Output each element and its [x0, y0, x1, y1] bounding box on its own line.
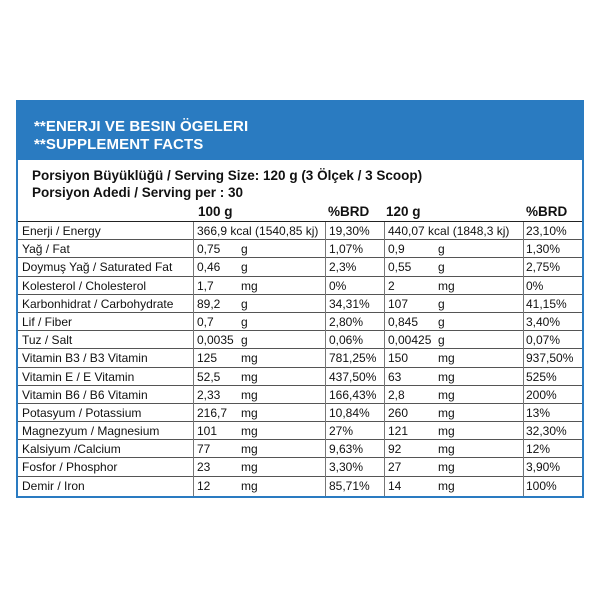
unit-100g: g: [241, 296, 248, 311]
brd-100g: 27%: [329, 424, 354, 439]
amount-120g: 121: [388, 424, 409, 439]
column-divider: [193, 222, 194, 496]
amount-120g: 440,07 kcal (1848,3 kj): [388, 224, 510, 238]
nutrient-name: Fosfor / Phosphor: [22, 460, 118, 475]
amount-100g: 2,33: [197, 387, 221, 402]
nutrient-name: Vitamin B6 / B6 Vitamin: [22, 387, 148, 402]
amount-100g: 0,7: [197, 314, 214, 329]
brd-120g: 32,30%: [526, 424, 567, 439]
brd-120g: 2,75%: [526, 260, 561, 275]
unit-120g: mg: [438, 369, 455, 384]
brd-100g: 3,30%: [329, 460, 364, 475]
amount-120g: 0,55: [388, 260, 412, 275]
amount-120g: 2: [388, 278, 395, 293]
unit-120g: mg: [438, 387, 455, 402]
column-header-120g: 120 g: [386, 204, 421, 219]
amount-100g: 23: [197, 460, 211, 475]
brd-100g: 781,25%: [329, 351, 377, 366]
amount-100g: 0,0035: [197, 333, 234, 348]
brd-120g: 12%: [526, 442, 551, 457]
brd-120g: 525%: [526, 369, 557, 384]
amount-120g: 27: [388, 460, 402, 475]
brd-100g: 437,50%: [329, 369, 377, 384]
amount-100g: 1,7: [197, 278, 214, 293]
table-row: [18, 458, 582, 476]
brd-100g: 34,31%: [329, 296, 370, 311]
table-row: [18, 477, 582, 495]
table-row: [18, 240, 582, 258]
nutrient-name: Potasyum / Potassium: [22, 405, 142, 420]
unit-100g: g: [241, 260, 248, 275]
unit-100g: g: [241, 333, 248, 348]
amount-120g: 92: [388, 442, 402, 457]
unit-100g: g: [241, 242, 248, 257]
amount-120g: 0,9: [388, 242, 405, 257]
nutrient-name: Demir / Iron: [22, 478, 85, 493]
column-divider: [384, 222, 385, 496]
unit-120g: mg: [438, 278, 455, 293]
table-row: [18, 277, 582, 295]
amount-120g: 63: [388, 369, 402, 384]
table-row: [18, 404, 582, 422]
brd-120g: 23,10%: [526, 224, 567, 238]
nutrient-name: Lif / Fiber: [22, 314, 73, 329]
unit-100g: mg: [241, 424, 258, 439]
amount-120g: 260: [388, 405, 409, 420]
unit-100g: mg: [241, 387, 258, 402]
unit-120g: g: [438, 333, 445, 348]
amount-100g: 0,75: [197, 242, 221, 257]
table-row: [18, 386, 582, 404]
amount-120g: 107: [388, 296, 409, 311]
nutrient-name: Tuz / Salt: [22, 333, 73, 348]
amount-120g: 0,00425: [388, 333, 432, 348]
brd-100g: 85,71%: [329, 478, 370, 493]
table-row: [18, 295, 582, 313]
unit-100g: mg: [241, 442, 258, 457]
unit-100g: mg: [241, 278, 258, 293]
unit-120g: g: [438, 260, 445, 275]
brd-100g: 10,84%: [329, 405, 370, 420]
nutrient-name: Magnezyum / Magnesium: [22, 424, 160, 439]
amount-100g: 125: [197, 351, 218, 366]
nutrient-table: [18, 222, 582, 495]
unit-100g: mg: [241, 369, 258, 384]
nutrient-name: Kalsiyum /Calcium: [22, 442, 121, 457]
brd-120g: 13%: [526, 405, 551, 420]
column-header-100g: 100 g: [198, 204, 233, 219]
brd-100g: 166,43%: [329, 387, 377, 402]
brd-120g: 0%: [526, 278, 544, 293]
nutrient-name: Vitamin B3 / B3 Vitamin: [22, 351, 148, 366]
table-row: [18, 440, 582, 458]
nutrient-name: Enerji / Energy: [22, 224, 101, 238]
column-divider: [325, 222, 326, 496]
brd-100g: 0%: [329, 278, 347, 293]
table-row: [18, 258, 582, 276]
table-row: [18, 331, 582, 349]
banner-title-en: **SUPPLEMENT FACTS: [34, 136, 204, 153]
brd-120g: 41,15%: [526, 296, 567, 311]
servings-per-container: Porsiyon Adedi / Serving per : 30: [32, 185, 244, 200]
amount-120g: 14: [388, 478, 402, 493]
amount-120g: 0,845: [388, 314, 419, 329]
nutrient-name: Kolesterol / Cholesterol: [22, 278, 147, 293]
unit-120g: mg: [438, 424, 455, 439]
amount-100g: 52,5: [197, 369, 221, 384]
column-header-brd-100g: %BRD: [328, 204, 370, 219]
brd-100g: 1,07%: [329, 242, 364, 257]
brd-120g: 3,90%: [526, 460, 561, 475]
brd-120g: 200%: [526, 387, 557, 402]
brd-120g: 3,40%: [526, 314, 561, 329]
amount-120g: 150: [388, 351, 409, 366]
nutrient-name: Karbonhidrat / Carbohydrate: [22, 296, 174, 311]
unit-120g: g: [438, 242, 445, 257]
unit-100g: mg: [241, 460, 258, 475]
unit-120g: mg: [438, 460, 455, 475]
amount-100g: 216,7: [197, 405, 228, 420]
nutrient-name: Yağ / Fat: [22, 242, 70, 257]
brd-100g: 19,30%: [329, 224, 370, 238]
amount-100g: 77: [197, 442, 211, 457]
amount-100g: 89,2: [197, 296, 221, 311]
brd-100g: 0,06%: [329, 333, 364, 348]
column-header-brd-120g: %BRD: [526, 204, 568, 219]
amount-120g: 2,8: [388, 387, 405, 402]
brd-120g: 0,07%: [526, 333, 561, 348]
unit-120g: mg: [438, 442, 455, 457]
table-row: [18, 422, 582, 440]
table-row: [18, 222, 582, 240]
amount-100g: 0,46: [197, 260, 221, 275]
unit-120g: mg: [438, 478, 455, 493]
unit-100g: mg: [241, 351, 258, 366]
brd-120g: 100%: [526, 478, 557, 493]
amount-100g: 12: [197, 478, 211, 493]
unit-100g: mg: [241, 405, 258, 420]
title-banner: [18, 102, 582, 160]
serving-size: Porsiyon Büyüklüğü / Serving Size: 120 g (3 Ölçek / 3 Scoop): [32, 168, 423, 183]
nutrient-name: Doymuş Yağ / Saturated Fat: [22, 260, 173, 275]
brd-100g: 2,3%: [329, 260, 357, 275]
column-divider: [523, 222, 524, 496]
nutrient-name: Vitamin E / E Vitamin: [22, 369, 135, 384]
table-row: [18, 368, 582, 386]
unit-120g: mg: [438, 351, 455, 366]
unit-120g: mg: [438, 405, 455, 420]
brd-120g: 937,50%: [526, 351, 574, 366]
amount-100g: 366,9 kcal (1540,85 kj): [197, 224, 319, 238]
brd-100g: 9,63%: [329, 442, 364, 457]
banner-title-tr: **ENERJI VE BESIN ÖGELERI: [34, 118, 249, 135]
unit-120g: g: [438, 296, 445, 311]
table-row: [18, 313, 582, 331]
unit-100g: mg: [241, 478, 258, 493]
amount-100g: 101: [197, 424, 218, 439]
unit-100g: g: [241, 314, 248, 329]
brd-120g: 1,30%: [526, 242, 561, 257]
brd-100g: 2,80%: [329, 314, 364, 329]
unit-120g: g: [438, 314, 445, 329]
supplement-facts-panel: [16, 100, 584, 498]
table-row: [18, 349, 582, 367]
